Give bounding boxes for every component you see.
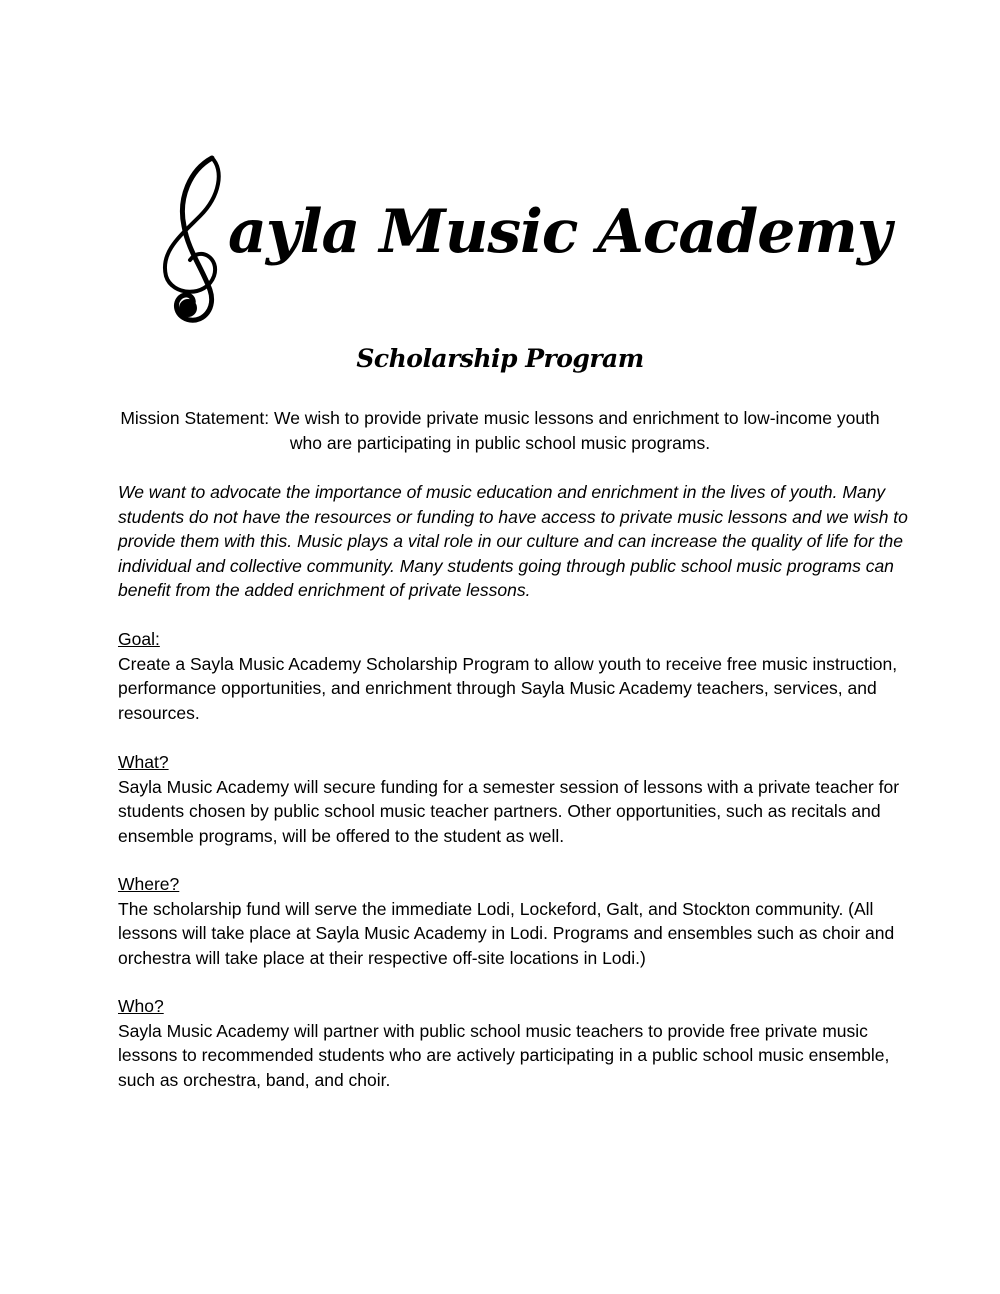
what-text: Sayla Music Academy will secure funding for a semester session of lessons with a private teacher for students chosen by public school music teacher partners. Other opportunities, such as recitals and ensemble programs, will be offered to the student as well. (118, 776, 900, 846)
mission-statement: Mission Statement: We wish to provide private music lessons and enrichment to low-income youth who are participating in public school music programs. (120, 408, 880, 453)
section-who (118, 994, 908, 1092)
section-what (118, 750, 908, 848)
where-heading: Where? (118, 874, 180, 894)
academy-logo (150, 150, 891, 330)
goal-text: Create a Sayla Music Academy Scholarship Program to allow youth to receive free music instruction, performance opportunities, and enrichment through Sayla Music Academy teachers, services, and resources. (118, 653, 898, 723)
section-where (118, 872, 908, 970)
section-goal (118, 627, 908, 725)
goal-heading: Goal: (118, 629, 160, 649)
treble-clef-icon (150, 150, 240, 330)
program-title: Scholarship Program (356, 344, 644, 373)
who-text: Sayla Music Academy will partner with public school music teachers to provide free private music lessons to recommended students who are actively participating in a public school music ensemble, such as orchestra, band, and choir. (118, 1020, 890, 1090)
who-heading: Who? (118, 996, 164, 1016)
where-text: The scholarship fund will serve the immediate Lodi, Lockeford, Galt, and Stockton community. (All lessons will take place at Sayla Music Academy in Lodi. Programs and ensembles such as choir and orchestra will take place at their respective off-site locations in Lodi.) (118, 898, 895, 968)
what-heading: What? (118, 752, 169, 772)
logo-wordmark: ayla Music Academy (228, 197, 891, 267)
intro-paragraph: We want to advocate the importance of music education and enrichment in the lives of youth. Many students do not have the resources or funding to have access to private music lessons and we wish to provide them with this. Music plays a vital role in our culture and can increase the quality of life for the individual and collective community. Many students going through public school music programs can benefit from the added enrichment of private lessons. (118, 482, 908, 600)
